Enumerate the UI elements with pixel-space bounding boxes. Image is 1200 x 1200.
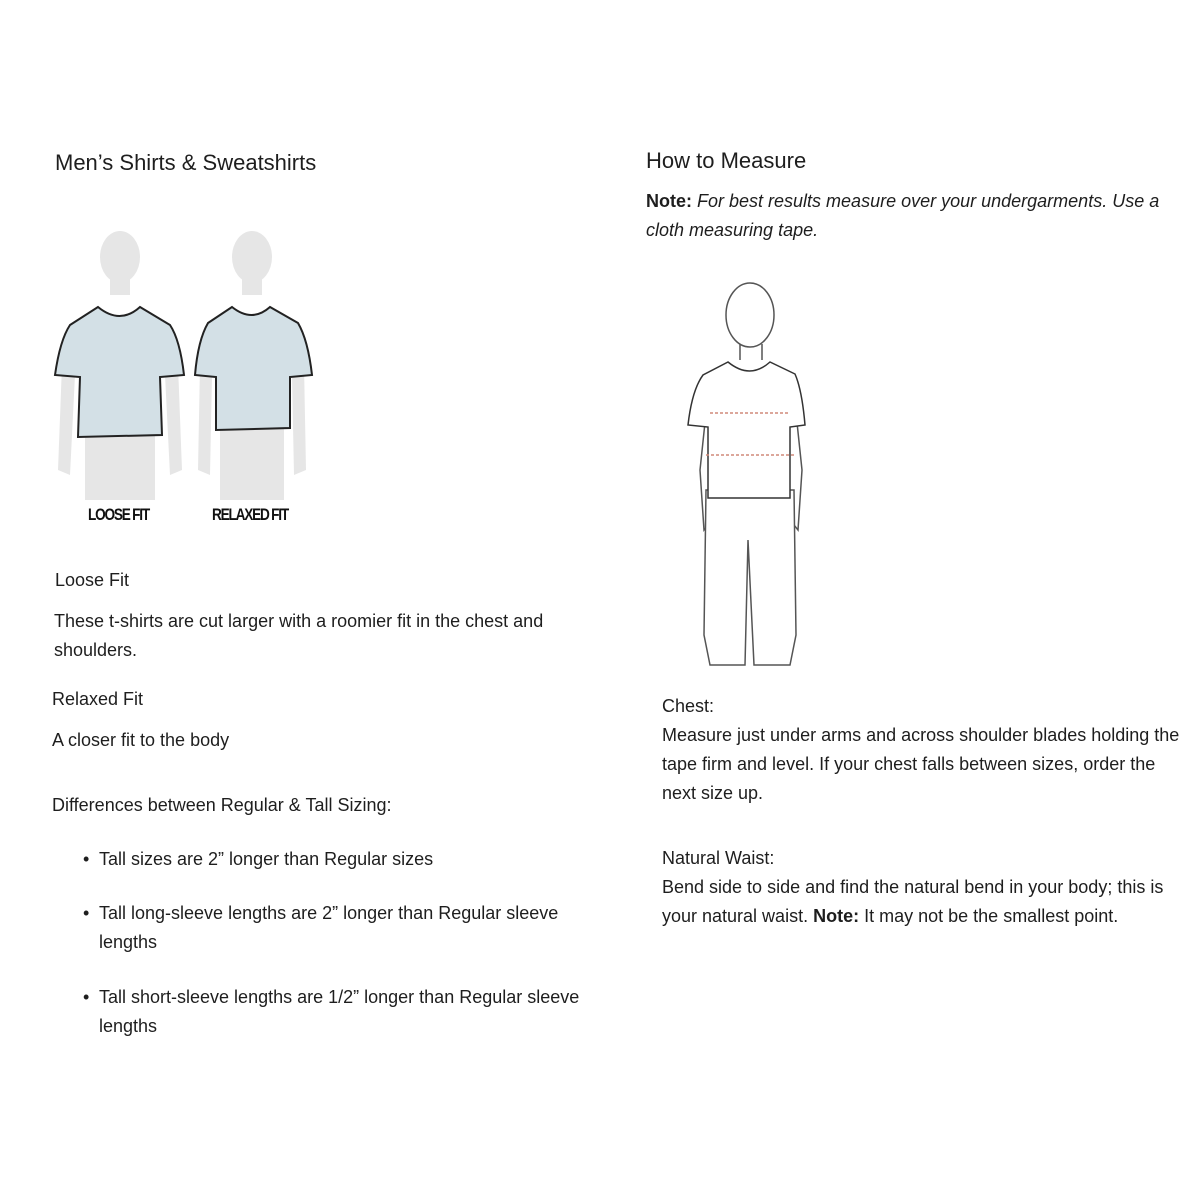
bullet-item: • Tall short-sleeve lengths are 1/2” longer than Regular sleeve lengths xyxy=(83,987,580,1036)
natural-waist-heading: Natural Waist: xyxy=(662,848,775,868)
relaxed-fit-heading: Relaxed Fit xyxy=(52,689,144,709)
bullet-item: • Tall sizes are 2” longer than Regular sizes xyxy=(83,849,434,869)
measure-note: Note: For best results measure over your undergarments. Use a cloth measuring tape. xyxy=(646,191,1160,240)
measurement-figure-illustration xyxy=(670,280,830,680)
fit-comparison-illustration xyxy=(40,225,340,505)
fit-label-loose: LOOSE FIT xyxy=(88,505,149,524)
section-title-mens-shirts: Men’s Shirts & Sweatshirts xyxy=(55,150,317,175)
chest-heading: Chest: xyxy=(662,696,715,716)
chest-description: Measure just under arms and across shoulder blades holding the tape firm and level. If your chest falls between sizes, order the next size up. xyxy=(662,725,1180,803)
loose-fit-figure xyxy=(55,231,184,500)
fit-label-relaxed: RELAXED FIT xyxy=(212,505,288,524)
section-title-how-to-measure: How to Measure xyxy=(646,148,807,173)
bullet-item: • Tall long-sleeve lengths are 2” longer than Regular sleeve lengths xyxy=(83,903,559,952)
loose-fit-heading: Loose Fit xyxy=(55,570,130,590)
loose-fit-description: These t-shirts are cut larger with a roomier fit in the chest and shoulders. xyxy=(54,611,544,660)
sizing-differences-heading: Differences between Regular & Tall Sizing: xyxy=(52,795,392,815)
relaxed-fit-figure xyxy=(195,231,312,500)
relaxed-fit-description: A closer fit to the body xyxy=(52,730,230,750)
natural-waist-description: Bend side to side and find the natural bend in your body; this is your natural waist. Note: It may not be the smallest point. xyxy=(662,877,1164,926)
